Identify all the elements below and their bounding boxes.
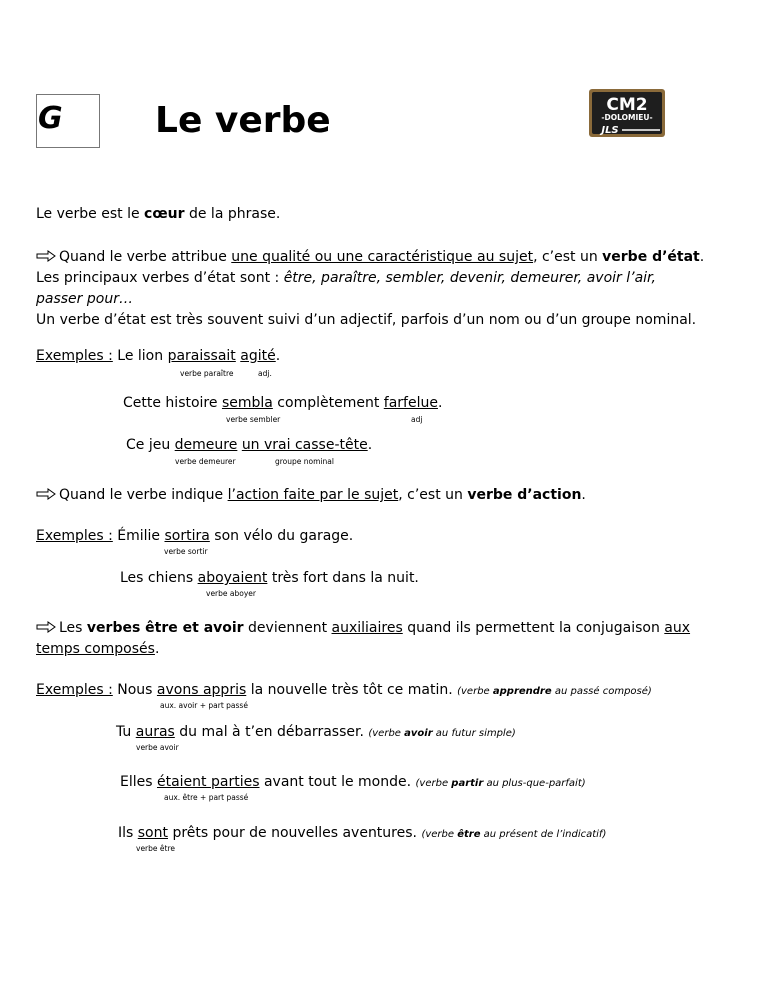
text: Elles [120,774,157,790]
bold-text: avoir [404,728,433,739]
arrow-right-icon [36,621,56,633]
text: au futur simple) [432,728,516,739]
text: prêts pour de nouvelles aventures. [168,825,422,841]
intro-before: Le verbe est le [36,206,145,222]
note: aux. avoir + part passé [160,701,248,710]
text: . [581,487,586,503]
text: Ce jeu [126,437,175,453]
verb: auras [135,724,175,740]
adjective: agité [240,348,276,364]
example3-1 [36,682,652,698]
verb: sont [137,825,168,841]
underlined-text: l’action faite par le sujet [227,487,399,503]
text: , c’est un [398,487,468,503]
bold-text: apprendre [492,686,552,697]
note: adj [411,415,423,424]
text: Le lion [112,348,168,364]
text: (verbe [415,778,452,789]
verb: aboyaient [197,570,268,586]
section2-line [36,487,586,503]
text: au plus-que-parfait) [483,778,586,789]
example3-3 [120,774,586,790]
verb: sortira [164,528,210,544]
note: aux. être + part passé [164,793,249,802]
verb: étaient parties [156,774,260,790]
logo-line1: CM2 [606,95,648,115]
text: (verbe [457,686,493,697]
note: adj. [258,369,272,378]
verb: demeure [174,437,238,453]
note: verbe être [136,844,175,853]
examples-label: Exemples : [36,682,113,698]
intro-bold: cœur [144,206,185,222]
section1-line2 [36,270,656,286]
example3-2 [116,724,516,740]
text: . [699,249,705,265]
arrow-right-icon [36,488,56,500]
underlined-text: temps composés [36,641,155,657]
tense-note [457,686,652,697]
tense-note [368,728,515,739]
section1-line1 [36,249,704,265]
text: (verbe [421,829,458,840]
note: verbe aboyer [206,589,256,598]
text: Les [59,620,87,636]
tense-note [416,778,586,789]
text: du mal à t’en débarrasser. [174,724,369,740]
text: avant tout le monde. [259,774,416,790]
underlined-text: auxiliaires [331,620,403,636]
adjective: farfelue [383,395,438,411]
text: . [154,641,160,657]
text: , c’est un [533,249,603,265]
section1-line4: Un verbe d’état est très souvent suivi d’un adjectif, parfois d’un nom ou d’un groupe nominal. [36,312,697,328]
text: . [275,348,281,364]
text: . [437,395,443,411]
bold-text: verbe d’action [467,487,582,503]
section1-line3: passer pour… [36,291,133,307]
verb: sembla [221,395,273,411]
text: au passé composé) [551,686,652,697]
text: Cette histoire [123,395,222,411]
example2-2 [120,570,419,586]
bold-text: verbes être et avoir [86,620,244,636]
arrow-right-icon [36,250,56,262]
cm2-dolomieu-logo [588,88,666,138]
section-letter-box [36,94,100,148]
text: Quand le verbe indique [59,487,228,503]
logo-line2: -DOLOMIEU- [601,113,653,122]
text: quand ils permettent la conjugaison [402,620,665,636]
nominal-group: un vrai casse-tête [241,437,368,453]
tense-note [421,829,606,840]
note: verbe paraître [180,369,234,378]
text: Les chiens [120,570,198,586]
note: verbe sembler [226,415,281,424]
example1-3 [126,437,372,453]
text: au présent de l’indicatif) [480,829,607,840]
example1-2 [123,395,442,411]
verb: avons appris [156,682,247,698]
bold-text: partir [451,778,484,789]
verb: paraissait [167,348,236,364]
examples-label: Exemples : [36,528,113,544]
example3-4 [118,825,606,841]
page-title: Le verbe [155,100,331,141]
section3-line2 [36,641,159,657]
intro-after: de la phrase. [184,206,281,222]
text: . [367,437,373,453]
logo-line3: JLS [601,125,619,136]
text: deviennent [243,620,332,636]
note: groupe nominal [275,457,334,466]
text: Nous [112,682,157,698]
text: très fort dans la nuit. [267,570,419,586]
note: verbe sortir [164,547,208,556]
intro-paragraph [36,206,280,222]
text: Tu [116,724,136,740]
section-letter: G [38,101,63,136]
text: Ils [118,825,138,841]
text: la nouvelle très tôt ce matin. [246,682,458,698]
example2-1 [36,528,353,544]
note: verbe avoir [136,743,179,752]
text: Quand le verbe attribue [59,249,232,265]
section3-line1 [36,620,690,636]
text: Les principaux verbes d’état sont : [36,270,284,286]
text: complètement [272,395,384,411]
underlined-text: aux [664,620,691,636]
example1-1 [36,348,280,364]
note: verbe demeurer [175,457,236,466]
underlined-text: une qualité ou une caractéristique au sujet [231,249,534,265]
text: Émilie [112,528,165,544]
examples-label: Exemples : [36,348,113,364]
bold-text: verbe d’état [602,249,700,265]
italic-text: être, paraître, sembler, devenir, demeurer, avoir l’air, [283,270,656,286]
bold-text: être [457,829,481,840]
text: (verbe [368,728,405,739]
text: son vélo du garage. [209,528,354,544]
